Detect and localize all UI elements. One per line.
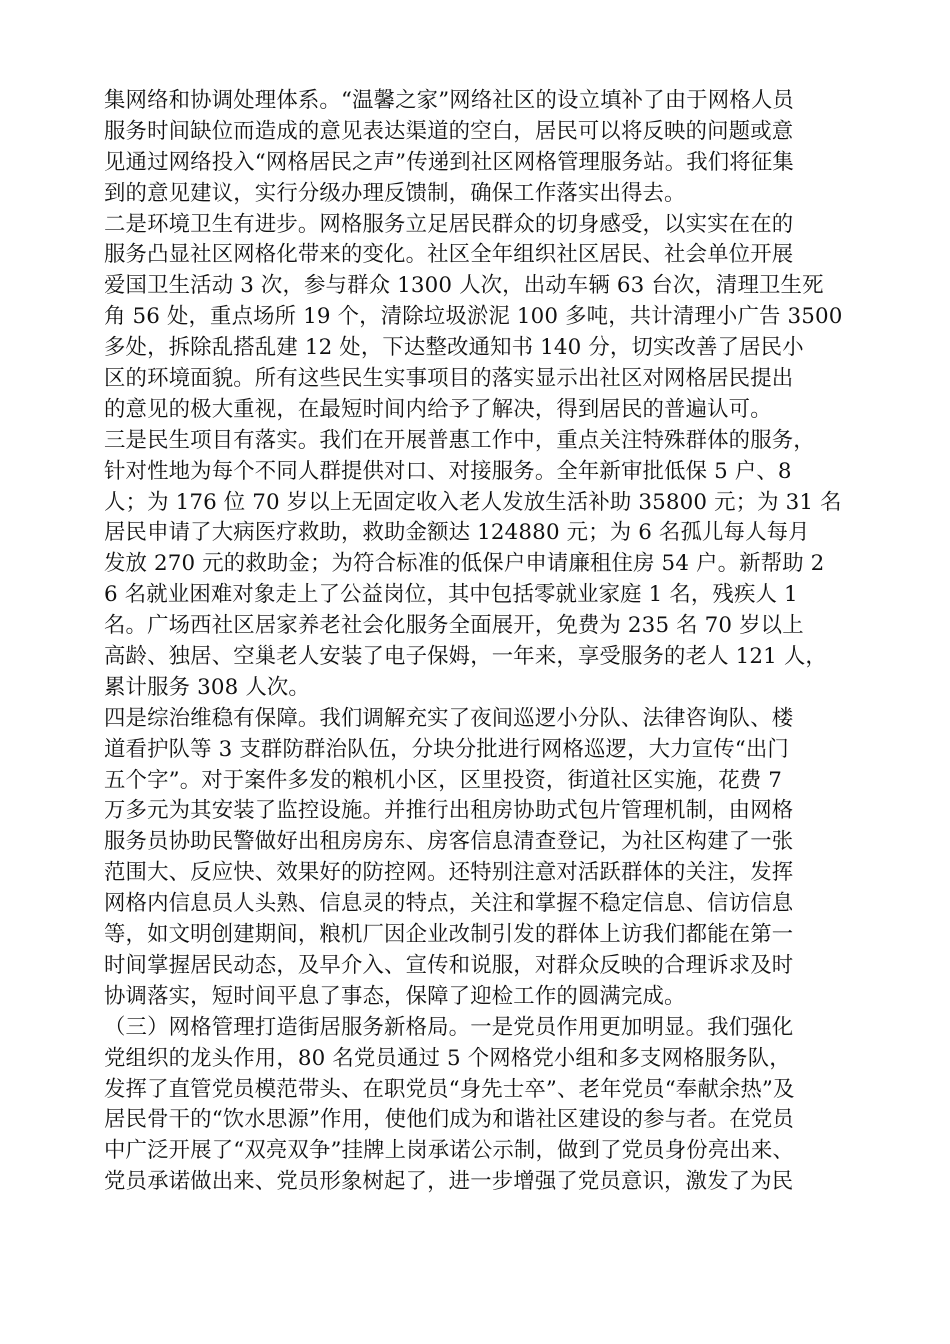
text-line: 范围大、反应快、效果好的防控网。还特别注意对活跃群体的关注，发挥 [104, 860, 794, 886]
text-line: 党组织的龙头作用，80 名党员通过 5 个网格党小组和多支网格服务队， [104, 1045, 791, 1071]
text-line: 累计服务 308 人次。 [104, 674, 310, 700]
text-line: 针对性地为每个不同人群提供对口、对接服务。全年新审批低保 5 户、8 [104, 458, 792, 484]
body-text [104, 86, 864, 1198]
text-line: 时间掌握居民动态，及早介入、宣传和说服，对群众反映的合理诉求及时 [104, 952, 794, 978]
text-line: 见通过网络投入“网格居民之声”传递到社区网格管理服务站。我们将征集 [104, 149, 794, 175]
text-line: 五个字”。对于案件多发的粮机小区，区里投资，街道社区实施，花费 7 [104, 767, 783, 793]
text-line: （三）网格管理打造街居服务新格局。一是党员作用更加明显。我们强化 [104, 1014, 794, 1040]
text-line: 万多元为其安装了监控设施。并推行出租房协助式包片管理机制，由网格 [104, 798, 794, 824]
text-line: 多处，拆除乱搭乱建 12 处，下达整改通知书 140 分，切实改善了居民小 [104, 335, 804, 361]
text-line: 居民骨干的“饮水思源”作用，使他们成为和谐社区建设的参与者。在党员 [104, 1107, 794, 1133]
text-line: 协调落实，短时间平息了事态，保障了迎检工作的圆满完成。 [104, 983, 686, 1009]
text-line: 网格内信息员人头熟、信息灵的特点，关注和掌握不稳定信息、信访信息 [104, 891, 794, 917]
text-line: 角 56 处，重点场所 19 个，清除垃圾淤泥 100 多吨，共计清理小广告 3500 [104, 304, 843, 330]
text-line: 集网络和协调处理体系。“温馨之家”网络社区的设立填补了由于网格人员 [104, 88, 794, 113]
text-line: 党员承诺做出来、党员形象树起了，进一步增强了党员意识，激发了为民 [104, 1169, 794, 1195]
text-line: 发挥了直管党员模范带头、在职党员“身先士卒”、老年党员“奉献余热”及 [104, 1076, 795, 1102]
text-line: 发放 270 元的救助金；为符合标准的低保户申请廉租住房 54 户。新帮助 2 [104, 551, 825, 577]
text-line: 四是综治维稳有保障。我们调解充实了夜间巡逻小分队、法律咨询队、楼 [104, 705, 794, 731]
text-line: 名。广场西社区居家养老社会化服务全面展开，免费为 235 名 70 岁以上 [104, 613, 804, 639]
text-line: 等，如文明创建期间，粮机厂因企业改制引发的群体上访我们都能在第一 [104, 922, 794, 948]
text-line: 高龄、独居、空巢老人安装了电子保姆，一年来，享受服务的老人 121 人， [104, 644, 827, 670]
text-line: 三是民生项目有落实。我们在开展普惠工作中，重点关注特殊群体的服务， [104, 427, 815, 453]
text-line: 服务时间缺位而造成的意见表达渠道的空白，居民可以将反映的问题或意 [104, 118, 794, 144]
text-line: 服务员协助民警做好出租房房东、房客信息清查登记，为社区构建了一张 [104, 829, 794, 855]
text-line: 6 名就业困难对象走上了公益岗位，其中包括零就业家庭 1 名，残疾人 1 [104, 582, 798, 608]
text-line: 居民申请了大病医疗救助，救助金额达 124880 元；为 6 名孤儿每人每月 [104, 520, 810, 546]
text-line: 区的环境面貌。所有这些民生实事项目的落实显示出社区对网格居民提出 [104, 366, 794, 392]
text-line: 二是环境卫生有进步。网格服务立足居民群众的切身感受，以实实在在的 [104, 211, 794, 237]
text-line: 服务凸显社区网格化带来的变化。社区全年组织社区居民、社会单位开展 [104, 242, 794, 268]
text-line: 人；为 176 位 70 岁以上无固定收入老人发放生活补助 35800 元；为 31 名 [104, 489, 842, 515]
text-line: 的意见的极大重视，在最短时间内给予了解决，得到居民的普遍认可。 [104, 396, 772, 422]
text-line: 到的意见建议，实行分级办理反馈制，确保工作落实出得去。 [104, 180, 686, 206]
text-line: 中广泛开展了“双亮双争”挂牌上岗承诺公示制，做到了党员身份亮出来、 [104, 1138, 794, 1164]
text-line: 道看护队等 3 支群防群治队伍，分块分批进行网格巡逻，大力宣传“出门 [104, 736, 789, 762]
text-line: 爱国卫生活动 3 次，参与群众 1300 人次，出动车辆 63 台次，清理卫生死 [104, 273, 824, 299]
